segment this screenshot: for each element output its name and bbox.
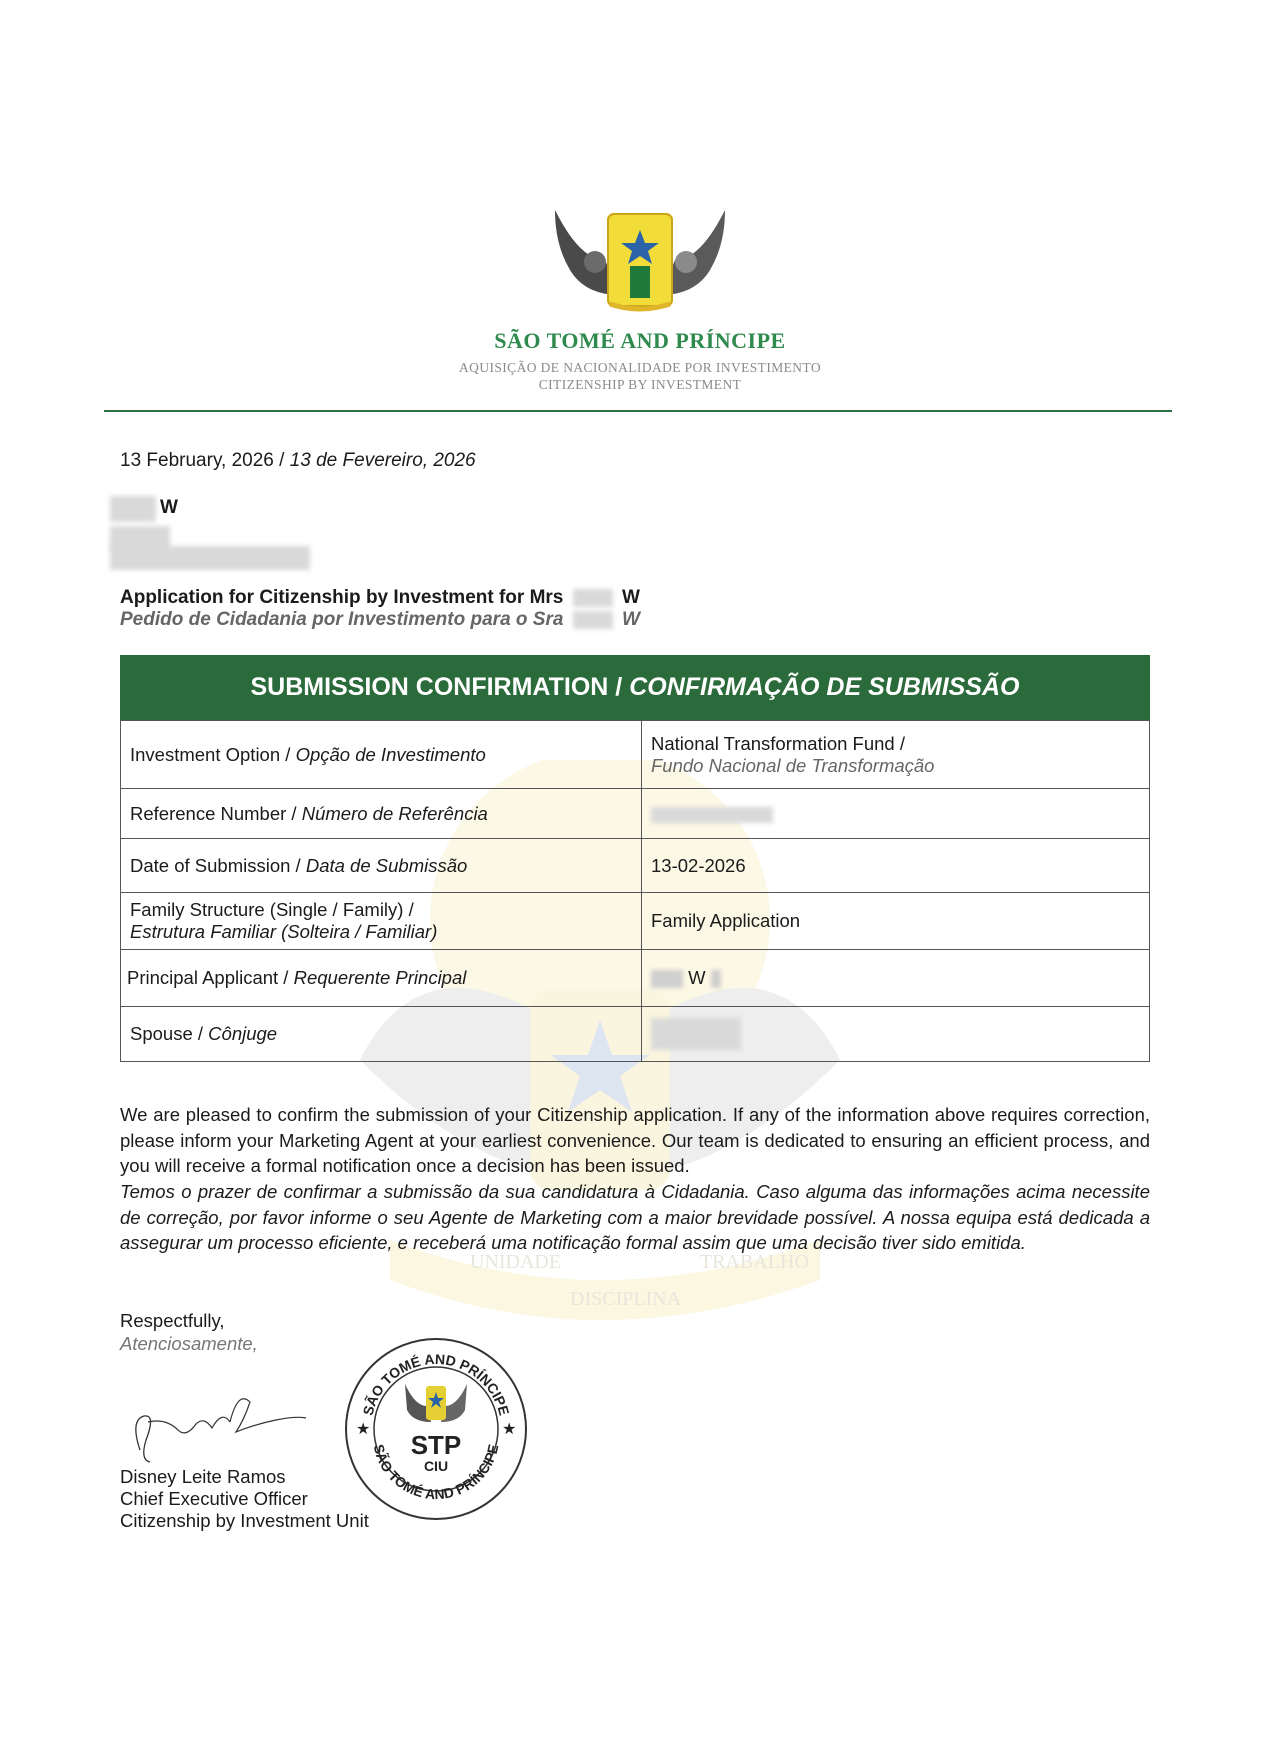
- row-label: [121, 839, 642, 893]
- label-en: Investment Option /: [130, 743, 296, 765]
- table-heading-en: SUBMISSION CONFIRMATION /: [250, 673, 623, 701]
- label-pt: Requerente Principal: [293, 967, 467, 988]
- table-row: [121, 721, 1150, 789]
- redacted-subject-name: [573, 589, 613, 607]
- row-value: [642, 839, 1150, 893]
- redacted-subject-name-pt: [573, 611, 613, 629]
- label-pt: Opção de Investimento: [295, 743, 486, 765]
- table-row: [121, 893, 1150, 950]
- country-name: SÃO TOMÉ AND PRÍNCIPE: [494, 328, 786, 353]
- addressee-initial: W: [160, 497, 178, 518]
- row-value: [642, 950, 1150, 1007]
- table-heading-pt: CONFIRMAÇÃO DE SUBMISSÃO: [629, 673, 1020, 701]
- label-pt: Cônjuge: [208, 1023, 278, 1044]
- row-label: [121, 893, 642, 950]
- label-en: Reference Number /: [130, 802, 302, 824]
- table-row: [121, 950, 1150, 1007]
- closing-en: Respectfully,: [120, 1310, 225, 1331]
- header-divider: [104, 410, 1172, 412]
- subject-pt: [120, 609, 640, 631]
- body-paragraph-en: We are pleased to confirm the submission of your Citizenship application. If any of the information above requires correction, please inform your Marketing Agent at your earliest convenience. Our team is dedicated to ensuring an efficient process, and you will receive a formal notification once a decision has been issued.: [120, 1104, 1150, 1176]
- submission-table: [120, 720, 1150, 1062]
- value-pt: Fundo Nacional de Transformação: [651, 754, 935, 776]
- date-pt: 13 de Fevereiro, 2026: [289, 450, 476, 471]
- program-subtitle-pt: AQUISIÇÃO DE NACIONALIDADE POR INVESTIMENTO: [459, 360, 821, 375]
- subject-pt-text: Pedido de Cidadania por Investimento para o Sra: [120, 609, 564, 630]
- redacted-name: [110, 496, 156, 522]
- closing-pt: Atenciosamente,: [120, 1333, 258, 1354]
- redacted-applicant-name-2: [711, 970, 721, 988]
- seal-sub-text: CIU: [423, 1458, 449, 1474]
- svg-text:★: ★: [502, 1421, 517, 1438]
- table-row: [121, 1007, 1150, 1062]
- date-en: 13 February, 2026: [120, 450, 274, 471]
- row-label: [121, 950, 642, 1007]
- row-value: [642, 789, 1150, 839]
- value-en: 13-02-2026: [651, 854, 746, 876]
- watermark-motto-1: UNIDADE: [470, 1251, 562, 1273]
- label-en: Spouse /: [130, 1023, 209, 1044]
- body-paragraph-pt: Temos o prazer de confirmar a submissão da sua candidatura à Cidadania. Caso alguma das informações acima necessite de correção, por favor informe o seu Agente de Marketing com a maior brevidade possível. A nossa equipa está dedicada a assegurar um processo eficiente, e receberá uma notificação formal assim que uma decisão tiver sido emitida.: [120, 1181, 1150, 1253]
- subject-en-text: Application for Citizenship by Investment for Mrs: [120, 587, 564, 608]
- row-label: [121, 1007, 642, 1062]
- official-seal-stamp: [343, 1336, 529, 1522]
- label-en: Family Structure (Single / Family) /: [130, 899, 414, 920]
- seal-ring-top: SÃO TOMÉ AND PRÍNCIPE: [359, 1350, 513, 1418]
- date-separator: /: [273, 450, 290, 471]
- redacted-reference-number: [651, 807, 773, 823]
- watermark-motto-3: TRABALHO: [700, 1251, 809, 1273]
- seal-center-text: STP: [410, 1430, 462, 1460]
- row-value: [642, 1007, 1150, 1062]
- watermark-motto-2: DISCIPLINA: [570, 1288, 682, 1310]
- signatory-title: Chief Executive Officer: [120, 1488, 308, 1509]
- coat-of-arms-logo: [550, 200, 730, 318]
- table-row: [121, 789, 1150, 839]
- row-value: [642, 721, 1150, 789]
- program-subtitle-en: CITIZENSHIP BY INVESTMENT: [538, 377, 742, 392]
- row-value: [642, 893, 1150, 950]
- handwritten-signature: [126, 1380, 326, 1470]
- svg-text:★: ★: [356, 1421, 371, 1438]
- label-pt: Estrutura Familiar (Solteira / Familiar): [130, 921, 438, 942]
- seal-ring-bottom: SÃO TOMÉ AND PRÍNCIPE: [370, 1442, 502, 1503]
- letter-date: [120, 450, 476, 472]
- value-en: W: [688, 967, 706, 988]
- redacted-spouse-name: [651, 1018, 741, 1050]
- label-en: Principal Applicant /: [127, 967, 294, 988]
- label-pt: Data de Submissão: [305, 854, 468, 876]
- label-pt: Número de Referência: [301, 802, 488, 824]
- table-heading: [120, 655, 1150, 720]
- signatory-unit: Citizenship by Investment Unit: [120, 1510, 369, 1531]
- row-label: [121, 789, 642, 839]
- redacted-address-line2: [110, 546, 310, 570]
- table-row: [121, 839, 1150, 893]
- subject-en: [120, 587, 640, 609]
- value-en: Family Application: [651, 910, 801, 931]
- subject-pt-initial: W: [622, 609, 640, 630]
- subject-en-initial: W: [621, 587, 640, 608]
- value-en: National Transformation Fund /: [651, 732, 905, 754]
- signatory-name: Disney Leite Ramos: [120, 1466, 286, 1487]
- label-en: Date of Submission /: [130, 854, 306, 876]
- redacted-applicant-name: [651, 970, 683, 988]
- row-label: [121, 721, 642, 789]
